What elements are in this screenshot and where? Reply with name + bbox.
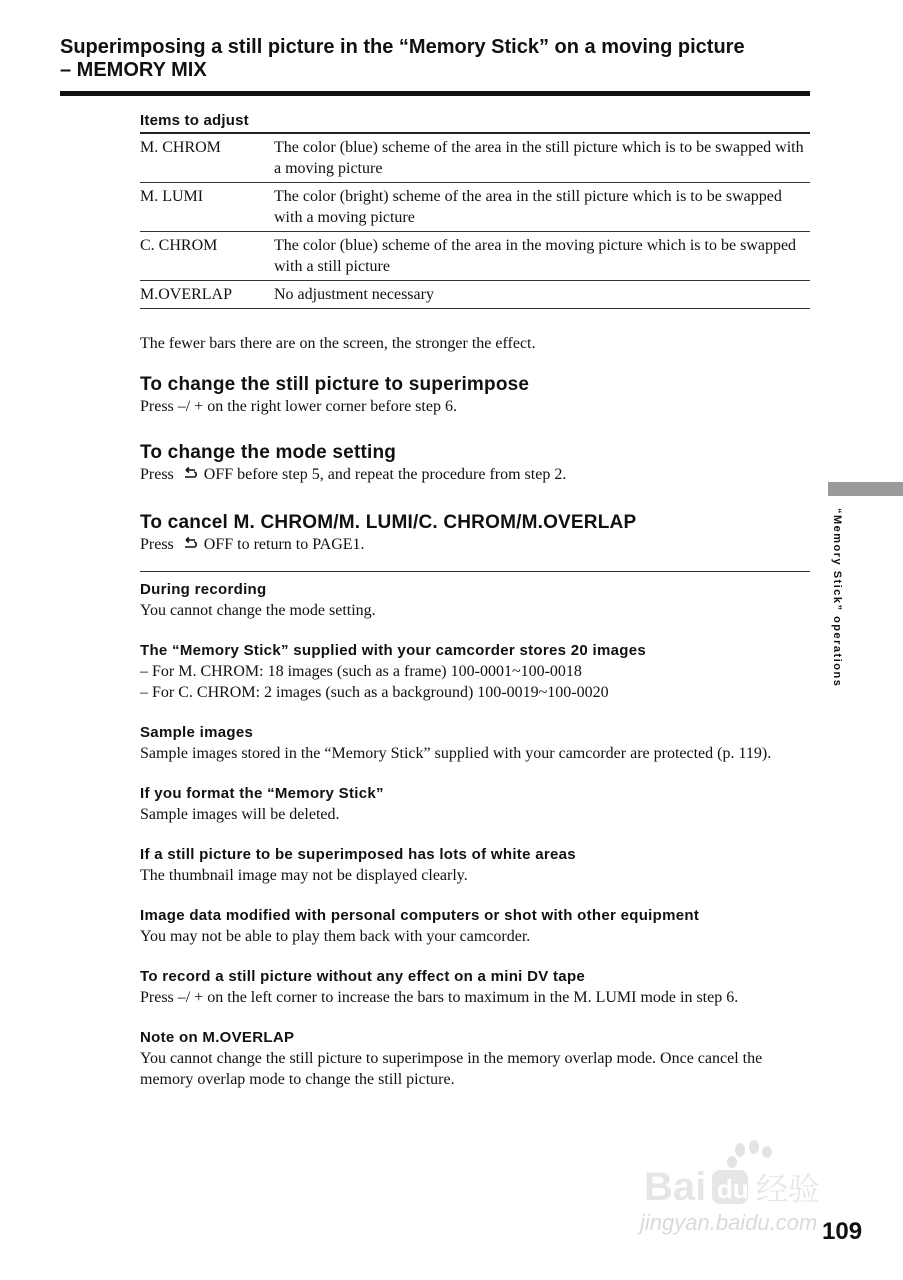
return-icon <box>180 536 200 557</box>
section-body <box>140 534 810 557</box>
note-item <box>140 967 810 1008</box>
note-item <box>140 784 810 825</box>
page-title-line-1: Superimposing a still picture in the “Memory Stick” on a moving picture <box>60 36 745 58</box>
items-to-adjust-caption: Items to adjust <box>140 112 249 129</box>
note-text: The thumbnail image may not be displayed clearly. <box>140 867 468 884</box>
item-name: M.OVERLAP <box>140 286 233 303</box>
section-change-mode-setting <box>140 442 810 487</box>
note-item <box>140 723 810 764</box>
note-heading: Image data modified with personal computers or shot with other equipment <box>140 907 700 924</box>
note-item <box>140 845 810 886</box>
note-heading: Sample images <box>140 724 254 741</box>
note-text: – For C. CHROM: 2 images (such as a background) 100-0019~100-0020 <box>140 684 609 701</box>
page-title <box>60 36 820 82</box>
item-name: C. CHROM <box>140 237 218 254</box>
note-text: You cannot change the still picture to superimpose in the memory overlap mode. Once cancel the memory overlap mode to change the still picture. <box>140 1050 763 1088</box>
press-word: Press <box>140 466 174 483</box>
item-description: The color (blue) scheme of the area in the moving picture which is to be swapped with a still picture <box>274 237 797 275</box>
section-body-text: OFF before step 5, and repeat the procedure from step 2. <box>203 466 567 483</box>
table-row <box>140 281 810 309</box>
note-text: Sample images will be deleted. <box>140 806 340 823</box>
side-tab-label: “Memory Stick” operations <box>831 508 843 688</box>
table-row <box>140 133 810 183</box>
note-item <box>140 1028 810 1090</box>
watermark-url: jingyan.baidu.com <box>640 1210 818 1235</box>
item-name: M. LUMI <box>140 188 204 205</box>
notes-rule <box>140 571 810 572</box>
main-content <box>140 112 810 1090</box>
item-description: No adjustment necessary <box>274 286 434 303</box>
side-tab-bar <box>828 482 903 496</box>
items-to-adjust-table <box>140 132 810 309</box>
note-heading: The “Memory Stick” supplied with your camcorder stores 20 images <box>140 642 647 659</box>
item-name: M. CHROM <box>140 139 221 156</box>
section-body <box>140 464 810 487</box>
note-heading: To record a still picture without any effect on a mini DV tape <box>140 968 586 985</box>
note-heading: If a still picture to be superimposed has lots of white areas <box>140 846 576 863</box>
section-heading: To change the still picture to superimpose <box>140 374 530 395</box>
section-heading: To cancel M. CHROM/M. LUMI/C. CHROM/M.OVERLAP <box>140 512 637 533</box>
note-heading: During recording <box>140 581 267 598</box>
bars-effect-note: The fewer bars there are on the screen, the stronger the effect. <box>140 335 536 352</box>
notes-list <box>140 580 810 1090</box>
return-icon <box>180 466 200 487</box>
svg-text:du: du <box>717 1174 749 1204</box>
note-text: You may not be able to play them back with your camcorder. <box>140 928 531 945</box>
note-text: Press –/ + on the left corner to increase the bars to maximum in the M. LUMI mode in step 6. <box>140 989 739 1006</box>
note-text: You cannot change the mode setting. <box>140 602 376 619</box>
section-cancel-modes <box>140 512 810 557</box>
svg-text:经验: 经验 <box>756 1170 821 1208</box>
section-body: Press –/ + on the right lower corner before step 6. <box>140 398 457 415</box>
page-number: 109 <box>822 1218 863 1245</box>
table-row <box>140 232 810 281</box>
note-item <box>140 580 810 621</box>
note-item <box>140 906 810 947</box>
note-heading: Note on M.OVERLAP <box>140 1029 295 1046</box>
baidu-paw-logo <box>644 1140 859 1210</box>
title-rule <box>60 91 810 96</box>
note-heading: If you format the “Memory Stick” <box>140 785 384 802</box>
note-item <box>140 641 810 703</box>
page-title-line-2: – MEMORY MIX <box>60 59 207 81</box>
note-text: Sample images stored in the “Memory Stick” supplied with your camcorder are protected (p. 119). <box>140 745 772 762</box>
section-body-text: OFF to return to PAGE1. <box>203 536 365 553</box>
table-row <box>140 183 810 232</box>
press-word: Press <box>140 536 174 553</box>
item-description: The color (blue) scheme of the area in the still picture which is to be swapped with a moving picture <box>274 139 804 177</box>
section-heading: To change the mode setting <box>140 442 397 463</box>
note-text: – For M. CHROM: 18 images (such as a frame) 100-0001~100-0018 <box>140 663 582 680</box>
item-description: The color (bright) scheme of the area in the still picture which is to be swapped with a moving picture <box>274 188 782 226</box>
section-change-still-picture <box>140 374 810 417</box>
svg-text:Bai: Bai <box>644 1165 707 1209</box>
